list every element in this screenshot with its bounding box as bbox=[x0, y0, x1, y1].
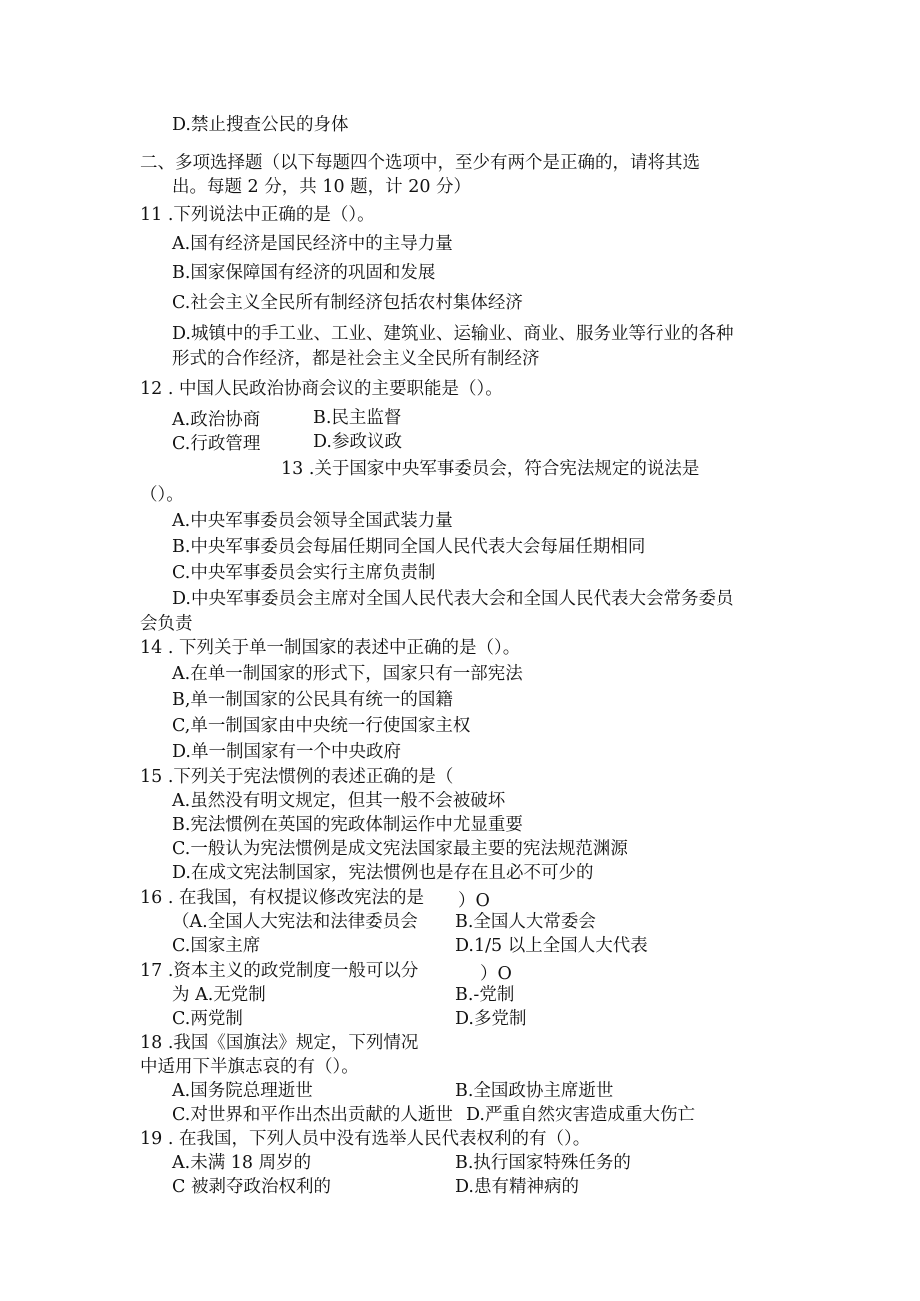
q16-stem-tail: ）O bbox=[458, 891, 490, 911]
q16-option-a: （A.全国人大宪法和法律委员会 bbox=[172, 912, 418, 932]
q12-option-a: A.政治协商 bbox=[172, 410, 261, 430]
q12-option-d: D.参政议政 bbox=[313, 432, 402, 452]
q17-option-c: C.两党制 bbox=[172, 1009, 243, 1029]
section-heading-line1: 二、多项选择题（以下每题四个选项中，至少有两个是正确的，请将其选 bbox=[140, 153, 700, 173]
q13-option-c: C.中央军事委员会实行主席负责制 bbox=[172, 563, 436, 583]
q15-option-d: D.在成文宪法制国家，宪法惯例也是存在且必不可少的 bbox=[172, 863, 594, 883]
q13-option-d-line1: D.中央军事委员会主席对全国人民代表大会和全国人民代表大会常务委员 bbox=[172, 589, 734, 609]
q13-stem-line2: （）。 bbox=[140, 485, 184, 505]
q17-stem: 17 .资本主义的政党制度一般可以分 bbox=[140, 961, 419, 981]
q15-option-a: A.虽然没有明文规定，但其一般不会被破坏 bbox=[172, 791, 506, 811]
q13-option-d-line2: 会负责 bbox=[140, 614, 193, 634]
q18-option-c: C.对世界和平作出杰出贡献的人逝世 bbox=[172, 1105, 453, 1125]
q19-option-d: D.患有精神病的 bbox=[455, 1177, 579, 1197]
q12-option-b: B.民主监督 bbox=[313, 408, 402, 428]
q13-option-b: B.中央军事委员会每届任期同全国人民代表大会每届任期相同 bbox=[172, 537, 646, 557]
q19-option-a: A.未满 18 周岁的 bbox=[172, 1153, 312, 1173]
q11-option-d-line2: 形式的合作经济，都是社会主义全民所有制经济 bbox=[172, 349, 540, 369]
q16-option-b: B.全国人大常委会 bbox=[455, 912, 596, 932]
q13-option-a: A.中央军事委员会领导全国武装力量 bbox=[172, 511, 453, 531]
q11-stem: 11 .下列说法中正确的是（）。 bbox=[140, 205, 375, 225]
q18-stem-line2: 中适用下半旗志哀的有（）。 bbox=[140, 1057, 359, 1077]
q16-option-d: D.1/5 以上全国人大代表 bbox=[455, 936, 648, 956]
q18-option-d: D.严重自然灾害造成重大伤亡 bbox=[466, 1105, 695, 1125]
q14-option-b: B,单一制国家的公民具有统一的国籍 bbox=[172, 690, 453, 710]
q10-option-d: D.禁止搜查公民的身体 bbox=[172, 115, 349, 135]
q15-option-c: C.一般认为宪法惯例是成文宪法国家最主要的宪法规范渊源 bbox=[172, 839, 628, 859]
q17-option-b: B.-党制 bbox=[455, 985, 515, 1005]
q19-option-c: C 被剥夺政治权利的 bbox=[172, 1177, 331, 1197]
q17-option-d: D.多党制 bbox=[455, 1009, 527, 1029]
section-heading-line2: 出。每题 2 分，共 10 题，计 20 分） bbox=[172, 177, 472, 197]
q18-option-b: B.全国政协主席逝世 bbox=[455, 1081, 614, 1101]
q19-stem: 19 . 在我国，下列人员中没有选举人民代表权利的有（）。 bbox=[140, 1129, 591, 1149]
q11-option-c: C.社会主义全民所有制经济包括农村集体经济 bbox=[172, 293, 523, 313]
q18-stem-line1: 18 .我国《国旗法》规定，下列情况 bbox=[140, 1033, 419, 1053]
q11-option-a: A.国有经济是国民经济中的主导力量 bbox=[172, 234, 453, 254]
q12-stem: 12 . 中国人民政治协商会议的主要职能是（）。 bbox=[140, 379, 503, 399]
q19-option-b: B.执行国家特殊任务的 bbox=[455, 1153, 631, 1173]
q12-option-c: C.行政管理 bbox=[172, 434, 261, 454]
q14-option-a: A.在单一制国家的形式下，国家只有一部宪法 bbox=[172, 664, 523, 684]
q15-stem: 15 .下列关于宪法惯例的表述正确的是（ bbox=[140, 767, 454, 787]
q11-option-b: B.国家保障国有经济的巩固和发展 bbox=[172, 263, 436, 283]
q11-option-d-line1: D.城镇中的手工业、工业、建筑业、运输业、商业、服务业等行业的各种 bbox=[172, 324, 734, 344]
q17-stem-tail: ）O bbox=[480, 964, 512, 984]
q18-option-a: A.国务院总理逝世 bbox=[172, 1081, 313, 1101]
q14-option-c: C,单一制国家由中央统一行使国家主权 bbox=[172, 716, 471, 736]
q15-option-b: B.宪法惯例在英国的宪政体制运作中尤显重要 bbox=[172, 815, 523, 835]
q16-stem: 16 . 在我国，有权提议修改宪法的是 bbox=[140, 888, 424, 908]
q17-option-a: 为 A.无党制 bbox=[172, 985, 266, 1005]
q16-option-c: C.国家主席 bbox=[172, 936, 261, 956]
q14-option-d: D.单一制国家有一个中央政府 bbox=[172, 742, 401, 762]
q14-stem: 14 . 下列关于单一制国家的表述中正确的是（）。 bbox=[140, 638, 521, 658]
q13-stem-line1: 13 .关于国家中央军事委员会，符合宪法规定的说法是 bbox=[281, 459, 700, 479]
